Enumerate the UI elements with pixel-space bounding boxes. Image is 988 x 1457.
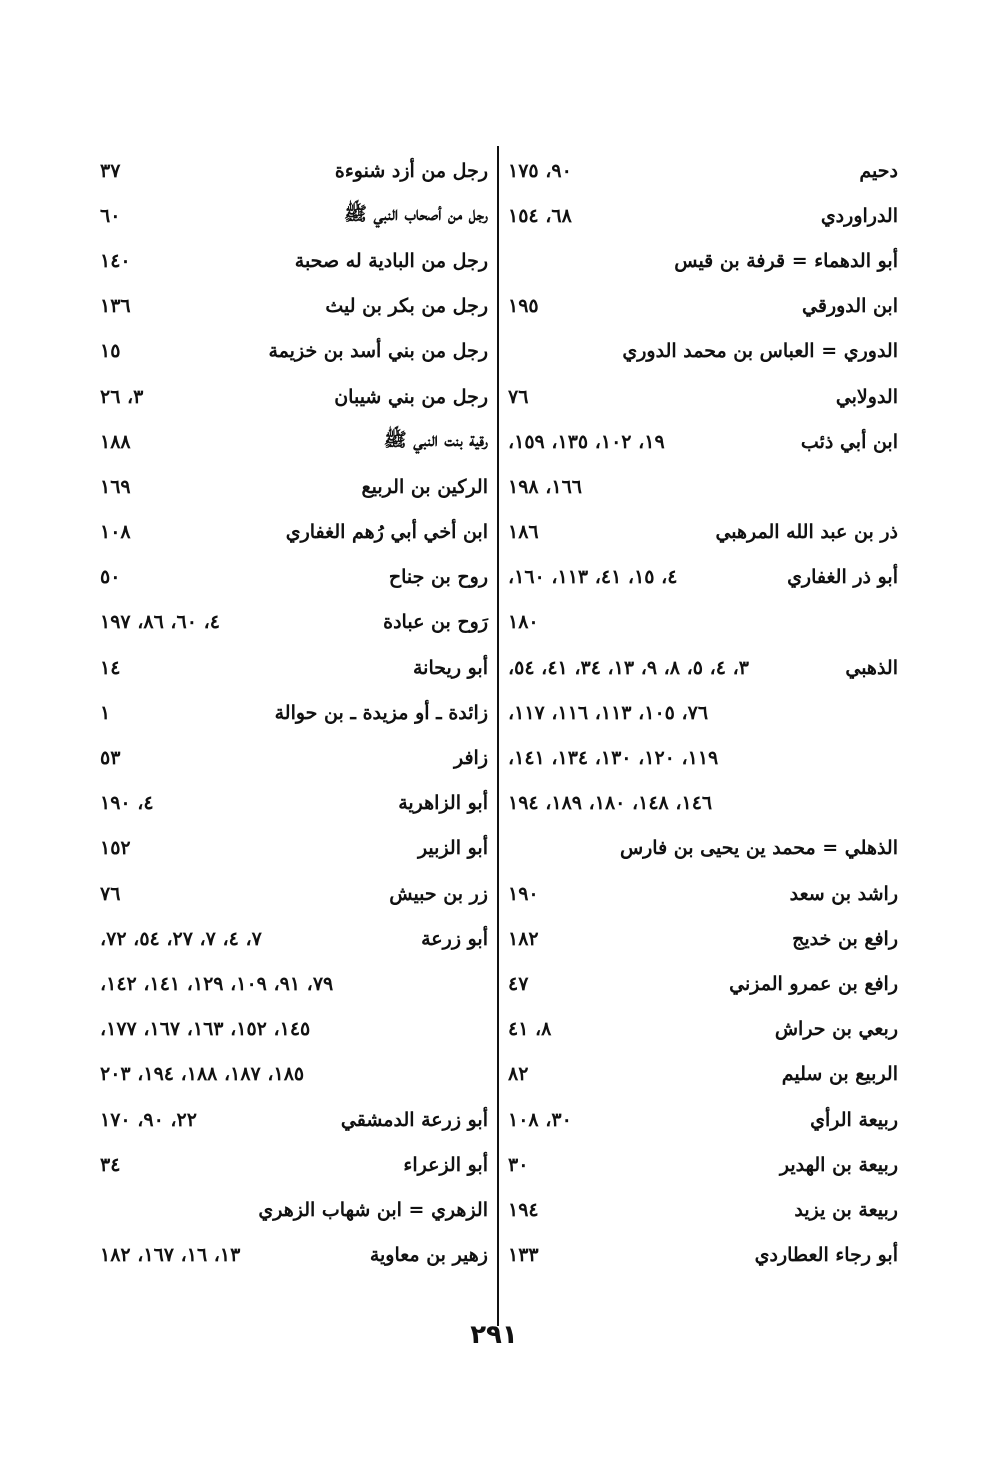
index-entry-continuation — [508, 464, 898, 509]
index-entry — [100, 645, 488, 690]
index-entry — [508, 1097, 898, 1142]
entry-name: دحيم — [859, 159, 898, 182]
entry-page-numbers: ٣٤ — [100, 1153, 121, 1176]
entry-name: زائدة ـ أو مزيدة ـ بن حوالة — [274, 701, 488, 724]
index-entry — [100, 193, 488, 238]
entry-page-numbers: ١٨٨ — [100, 430, 131, 453]
index-entry — [100, 826, 488, 871]
entry-name: أبو زرعة — [421, 927, 488, 950]
entry-name: رجل من بكر بن ليث — [325, 295, 488, 318]
entry-page-numbers: ١١٩، ١٢٠، ١٣٠، ١٣٤، ١٤١، — [508, 747, 719, 770]
entry-page-numbers: ٧٩، ٩١، ١٠٩، ١٢٩، ١٤١، ١٤٢، — [100, 972, 334, 995]
index-entry — [100, 238, 488, 283]
entry-name: ربيعة الرأي — [810, 1108, 898, 1131]
index-entry — [508, 148, 898, 193]
entry-page-numbers: ١٩٠ — [508, 882, 539, 905]
entry-page-numbers: ٥٠ — [100, 566, 121, 589]
index-entry — [100, 329, 488, 374]
entry-page-numbers: ١٤٦، ١٤٨، ١٨٠، ١٨٩، ١٩٤ — [508, 792, 713, 815]
index-entry-continuation — [508, 781, 898, 826]
entry-page-numbers: ٥٣ — [100, 747, 121, 770]
index-entry-continuation — [100, 961, 488, 1006]
entry-name: ربعي بن حراش — [774, 1018, 898, 1041]
entry-name: الذهلي = محمد ين يحيى بن فارس — [619, 837, 898, 860]
entry-page-numbers: ٩٠، ١٧٥ — [508, 159, 572, 182]
entry-name: رافع بن خديج — [792, 927, 898, 950]
entry-page-numbers: ٣٠، ١٠٨ — [508, 1108, 572, 1131]
entry-page-numbers: ١٦٦، ١٩٨ — [508, 475, 582, 498]
entry-name: ابن أخي أبي رُهم الغفاري — [285, 521, 488, 544]
index-entry — [100, 1097, 488, 1142]
entry-name: ربيعة بن الهدير — [779, 1153, 898, 1176]
index-entry — [508, 193, 898, 238]
index-entry — [100, 284, 488, 329]
index-entry — [508, 1187, 898, 1232]
index-entry-continuation — [100, 1052, 488, 1097]
page-number: ٢٩١ — [470, 1320, 518, 1350]
index-entry-continuation — [508, 735, 898, 780]
index-entry — [508, 826, 898, 871]
entry-page-numbers: ٤، ١٥، ٤١، ١١٣، ١٦٠، — [508, 566, 678, 589]
entry-page-numbers: ٤٧ — [508, 972, 529, 995]
index-entry — [508, 1233, 898, 1278]
entry-name: ابن أبي ذئب — [800, 430, 898, 453]
index-entry — [508, 1007, 898, 1052]
entry-name: رافع بن عمرو المزني — [729, 972, 898, 995]
entry-page-numbers: ٣، ٤، ٥، ٨، ٩، ١٣، ٣٤، ٤١، ٥٤، — [508, 656, 749, 679]
entry-page-numbers: ٧٦ — [508, 385, 529, 408]
entry-page-numbers: ١٥٢ — [100, 837, 131, 860]
entry-page-numbers: ١٥ — [100, 340, 121, 363]
entry-page-numbers: ١٣٣ — [508, 1244, 539, 1267]
entry-name: رَوح بن عبادة — [383, 611, 488, 634]
index-entry — [100, 735, 488, 780]
entry-page-numbers: ٤، ٦٠، ٨٦، ١٩٧ — [100, 611, 220, 634]
entry-name: رجل من البادية له صحبة — [294, 249, 488, 272]
index-entry — [508, 419, 898, 464]
entry-name: الزهري = ابن شهاب الزهري — [258, 1198, 488, 1221]
index-entry — [508, 645, 898, 690]
entry-page-numbers: ٣٠ — [508, 1153, 529, 1176]
index-entry — [508, 871, 898, 916]
entry-page-numbers: ٦٠ — [100, 204, 121, 227]
entry-name: أبو رجاء العطاردي — [754, 1244, 898, 1267]
index-entry — [100, 555, 488, 600]
index-entry — [508, 284, 898, 329]
entry-page-numbers: ١٣٦ — [100, 295, 131, 318]
index-entry — [508, 1052, 898, 1097]
entry-name: الدوري = العباس بن محمد الدوري — [622, 340, 898, 363]
index-entry — [508, 555, 898, 600]
entry-name: أبو الزاهرية — [398, 792, 488, 815]
entry-name: الذهبي — [845, 656, 898, 679]
entry-page-numbers: ١٤ — [100, 656, 121, 679]
index-entry-continuation — [100, 1007, 488, 1052]
index-entry — [508, 916, 898, 961]
index-entry — [100, 781, 488, 826]
entry-name: زر بن حبيش — [389, 882, 488, 905]
entry-page-numbers: ١٩، ١٠٢، ١٣٥، ١٥٩، — [508, 430, 665, 453]
entry-name: راشد بن سعد — [789, 882, 898, 905]
entry-page-numbers: ٨٢ — [508, 1063, 529, 1086]
entry-page-numbers: ١٨٠ — [508, 611, 539, 634]
entry-name: أبو الزعراء — [403, 1153, 488, 1176]
entry-page-numbers: ١٩٥ — [508, 295, 539, 318]
index-entry — [508, 238, 898, 283]
entry-page-numbers: ١٦٩ — [100, 475, 131, 498]
index-entry — [100, 1233, 488, 1278]
entry-name: زافر — [453, 747, 488, 770]
entry-page-numbers: ٤، ١٩٠ — [100, 792, 154, 815]
entry-page-numbers: ١٣، ١٦، ١٦٧، ١٨٢ — [100, 1244, 241, 1267]
entry-page-numbers: ١ — [100, 701, 111, 724]
index-entry — [100, 510, 488, 555]
entry-name: رجل من بني أسد بن خزيمة — [268, 340, 488, 363]
entry-name: ابن الدورقي — [802, 295, 898, 318]
entry-name: الدولابي — [835, 385, 898, 408]
index-entry — [508, 1142, 898, 1187]
entry-name: الربيع بن سليم — [781, 1063, 898, 1086]
index-entry — [100, 690, 488, 735]
index-entry — [100, 1142, 488, 1187]
index-entry — [508, 329, 898, 374]
index-entry-continuation — [508, 690, 898, 735]
index-entry — [508, 374, 898, 419]
entry-name: زهير بن معاوية — [369, 1244, 488, 1267]
entry-name: رقية بنت النبي ﷺ — [383, 428, 488, 451]
column-divider — [497, 146, 499, 1326]
entry-page-numbers: ١٨٢ — [508, 927, 539, 950]
entry-page-numbers: ١٤٠ — [100, 249, 131, 272]
entry-page-numbers: ٧٦، ١٠٥، ١١٣، ١١٦، ١١٧، — [508, 701, 709, 724]
entry-page-numbers: ٧٦ — [100, 882, 121, 905]
entry-page-numbers: ٣، ٢٦ — [100, 385, 144, 408]
entry-page-numbers: ١٠٨ — [100, 521, 131, 544]
index-entry-continuation — [508, 600, 898, 645]
entry-name: أبو الدهماء = قرفة بن قيس — [674, 249, 898, 272]
entry-page-numbers: ٣٧ — [100, 159, 121, 182]
entry-page-numbers: ١٨٦ — [508, 521, 539, 544]
entry-name: رجل من أصحاب النبي ﷺ — [343, 202, 488, 225]
entry-page-numbers: ١٨٥، ١٨٧، ١٨٨، ١٩٤، ٢٠٣ — [100, 1063, 305, 1086]
entry-name: أبو زرعة الدمشقي — [340, 1108, 488, 1131]
index-entry — [100, 600, 488, 645]
entry-name: أبو ذر الغفاري — [787, 566, 898, 589]
index-column-right — [508, 148, 898, 1324]
entry-page-numbers: ٨، ٤١ — [508, 1018, 552, 1041]
entry-name: ذر بن عبد الله المرهبي — [715, 521, 898, 544]
index-entry — [100, 374, 488, 419]
entry-name: ربيعة بن يزيد — [794, 1198, 898, 1221]
index-column-left — [100, 148, 488, 1324]
index-entry — [508, 510, 898, 555]
index-entry — [100, 464, 488, 509]
index-entry — [508, 961, 898, 1006]
entry-page-numbers: ٢٢، ٩٠، ١٧٠ — [100, 1108, 197, 1131]
index-entry — [100, 916, 488, 961]
entry-name: الركين بن الربيع — [361, 475, 488, 498]
index-entry — [100, 1187, 488, 1232]
entry-name: أبو ريحانة — [413, 656, 488, 679]
entry-page-numbers: ٧، ٤، ٧، ٢٧، ٥٤، ٧٢، — [100, 927, 262, 950]
index-entry — [100, 871, 488, 916]
entry-page-numbers: ١٩٤ — [508, 1198, 539, 1221]
entry-name: الدراوردي — [820, 204, 898, 227]
entry-name: رجل من أزد شنوءة — [334, 159, 488, 182]
entry-page-numbers: ١٤٥، ١٥٢، ١٦٣، ١٦٧، ١٧٧، — [100, 1018, 311, 1041]
entry-name: روح بن جناح — [388, 566, 488, 589]
entry-name: أبو الزبير — [417, 837, 488, 860]
entry-page-numbers: ٦٨، ١٥٤ — [508, 204, 572, 227]
index-entry — [100, 419, 488, 464]
index-entry — [100, 148, 488, 193]
entry-name: رجل من بني شيبان — [334, 385, 488, 408]
